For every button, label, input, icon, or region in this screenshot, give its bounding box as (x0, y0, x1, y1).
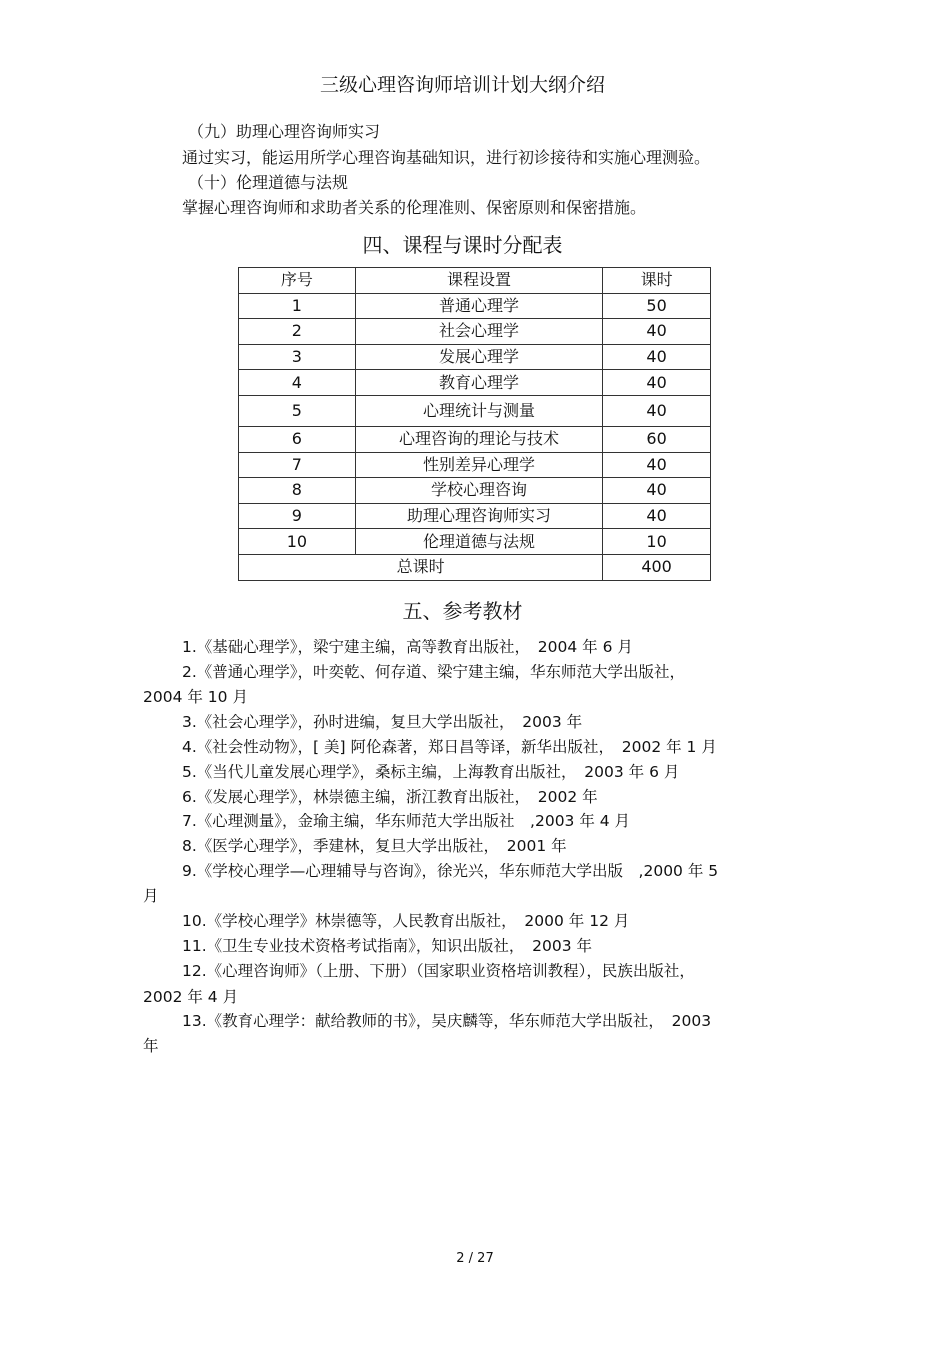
table-cell: 发展心理学 (355, 344, 602, 370)
header-cell: 课程设置 (355, 268, 602, 294)
references-heading: 五、参考教材 (402, 599, 523, 623)
table-row (239, 370, 711, 396)
table-header-row (239, 268, 711, 294)
page-number: 2 / 27 (456, 1251, 494, 1266)
table-row (239, 452, 711, 478)
table-cell: 助理心理咨询师实习 (355, 503, 602, 529)
table-cell: 5 (239, 395, 356, 426)
header-cell: 序号 (239, 268, 356, 294)
table-cell: 40 (603, 478, 711, 504)
table-cell: 学校心理咨询 (355, 478, 602, 504)
reference-line: 1.《基础心理学》，梁宁建主编，高等教育出版社， 2004 年 6 月 (182, 638, 633, 656)
table-cell: 10 (603, 529, 711, 555)
table-cell: 8 (239, 478, 356, 504)
course-hours-table (238, 267, 711, 581)
table-row (239, 503, 711, 529)
reference-line: 13.《教育心理学：献给教师的书》，吴庆麟等，华东师范大学出版社， 2003 (182, 1012, 712, 1030)
table-cell: 教育心理学 (355, 370, 602, 396)
reference-line: 3.《社会心理学》，孙时进编，复旦大学出版社， 2003 年 (182, 713, 583, 731)
table-cell: 3 (239, 344, 356, 370)
total-value-cell: 400 (603, 554, 711, 580)
table-cell: 40 (603, 344, 711, 370)
reference-line: 9.《学校心理学—心理辅导与咨询》，徐光兴，华东师范大学出版 ,2000 年 5 (182, 862, 719, 880)
section-9-body: 通过实习，能运用所学心理咨询基础知识，进行初诊接待和实施心理测验。 (182, 148, 711, 167)
section-9-heading: （九）助理心理咨询师实习 (188, 122, 381, 141)
table-cell: 社会心理学 (355, 319, 602, 345)
document-title: 三级心理咨询师培训计划大纲介绍 (319, 74, 605, 96)
table-cell: 1 (239, 293, 356, 319)
table-row (239, 478, 711, 504)
table-cell: 普通心理学 (355, 293, 602, 319)
table-row (239, 395, 711, 426)
reference-line: 2004 年 10 月 (143, 688, 248, 706)
table-row (239, 529, 711, 555)
table-cell: 心理咨询的理论与技术 (355, 426, 602, 452)
table-cell: 60 (603, 426, 711, 452)
table-cell: 2 (239, 319, 356, 345)
table-cell: 40 (603, 452, 711, 478)
reference-line: 10.《学校心理学》林崇德等，人民教育出版社， 2000 年 12 月 (182, 912, 630, 930)
table-cell: 伦理道德与法规 (355, 529, 602, 555)
table-total-row (239, 554, 711, 580)
table-heading: 四、课程与课时分配表 (362, 233, 563, 257)
table-cell: 9 (239, 503, 356, 529)
header-cell: 课时 (603, 268, 711, 294)
table-row (239, 319, 711, 345)
section-10-body: 掌握心理咨询师和求助者关系的伦理准则、保密原则和保密措施。 (182, 198, 647, 217)
reference-line: 年 (143, 1037, 159, 1055)
reference-line: 5.《当代儿童发展心理学》，桑标主编，上海教育出版社， 2003 年 6 月 (182, 763, 680, 781)
table-row (239, 344, 711, 370)
reference-line: 7.《心理测量》，金瑜主编，华东师范大学出版社 ,2003 年 4 月 (182, 812, 631, 830)
table-cell: 40 (603, 395, 711, 426)
table-cell: 40 (603, 503, 711, 529)
table-cell: 40 (603, 370, 711, 396)
table-cell: 10 (239, 529, 356, 555)
reference-line: 4.《社会性动物》，[ 美] 阿伦森著，郑日昌等译，新华出版社， 2002 年 1 月 (182, 738, 717, 756)
reference-line: 6.《发展心理学》，林崇德主编，浙江教育出版社， 2002 年 (182, 788, 598, 806)
table-row (239, 426, 711, 452)
table-cell: 性别差异心理学 (355, 452, 602, 478)
table-cell: 6 (239, 426, 356, 452)
total-label-cell: 总课时 (239, 554, 603, 580)
table-cell: 心理统计与测量 (355, 395, 602, 426)
reference-line: 2002 年 4 月 (143, 988, 239, 1006)
table-cell: 50 (603, 293, 711, 319)
reference-line: 2.《普通心理学》，叶奕乾、何存道、梁宁建主编，华东师范大学出版社， (182, 663, 686, 681)
table-row (239, 293, 711, 319)
section-10-heading: （十）伦理道德与法规 (188, 173, 349, 192)
table-cell: 40 (603, 319, 711, 345)
table-cell: 7 (239, 452, 356, 478)
reference-line: 月 (143, 887, 159, 905)
reference-line: 8.《医学心理学》，季建林，复旦大学出版社， 2001 年 (182, 837, 567, 855)
reference-line: 12.《心理咨询师》（上册、下册）（国家职业资格培训教程），民族出版社， (182, 962, 695, 980)
table-cell: 4 (239, 370, 356, 396)
reference-line: 11.《卫生专业技术资格考试指南》，知识出版社， 2003 年 (182, 937, 593, 955)
